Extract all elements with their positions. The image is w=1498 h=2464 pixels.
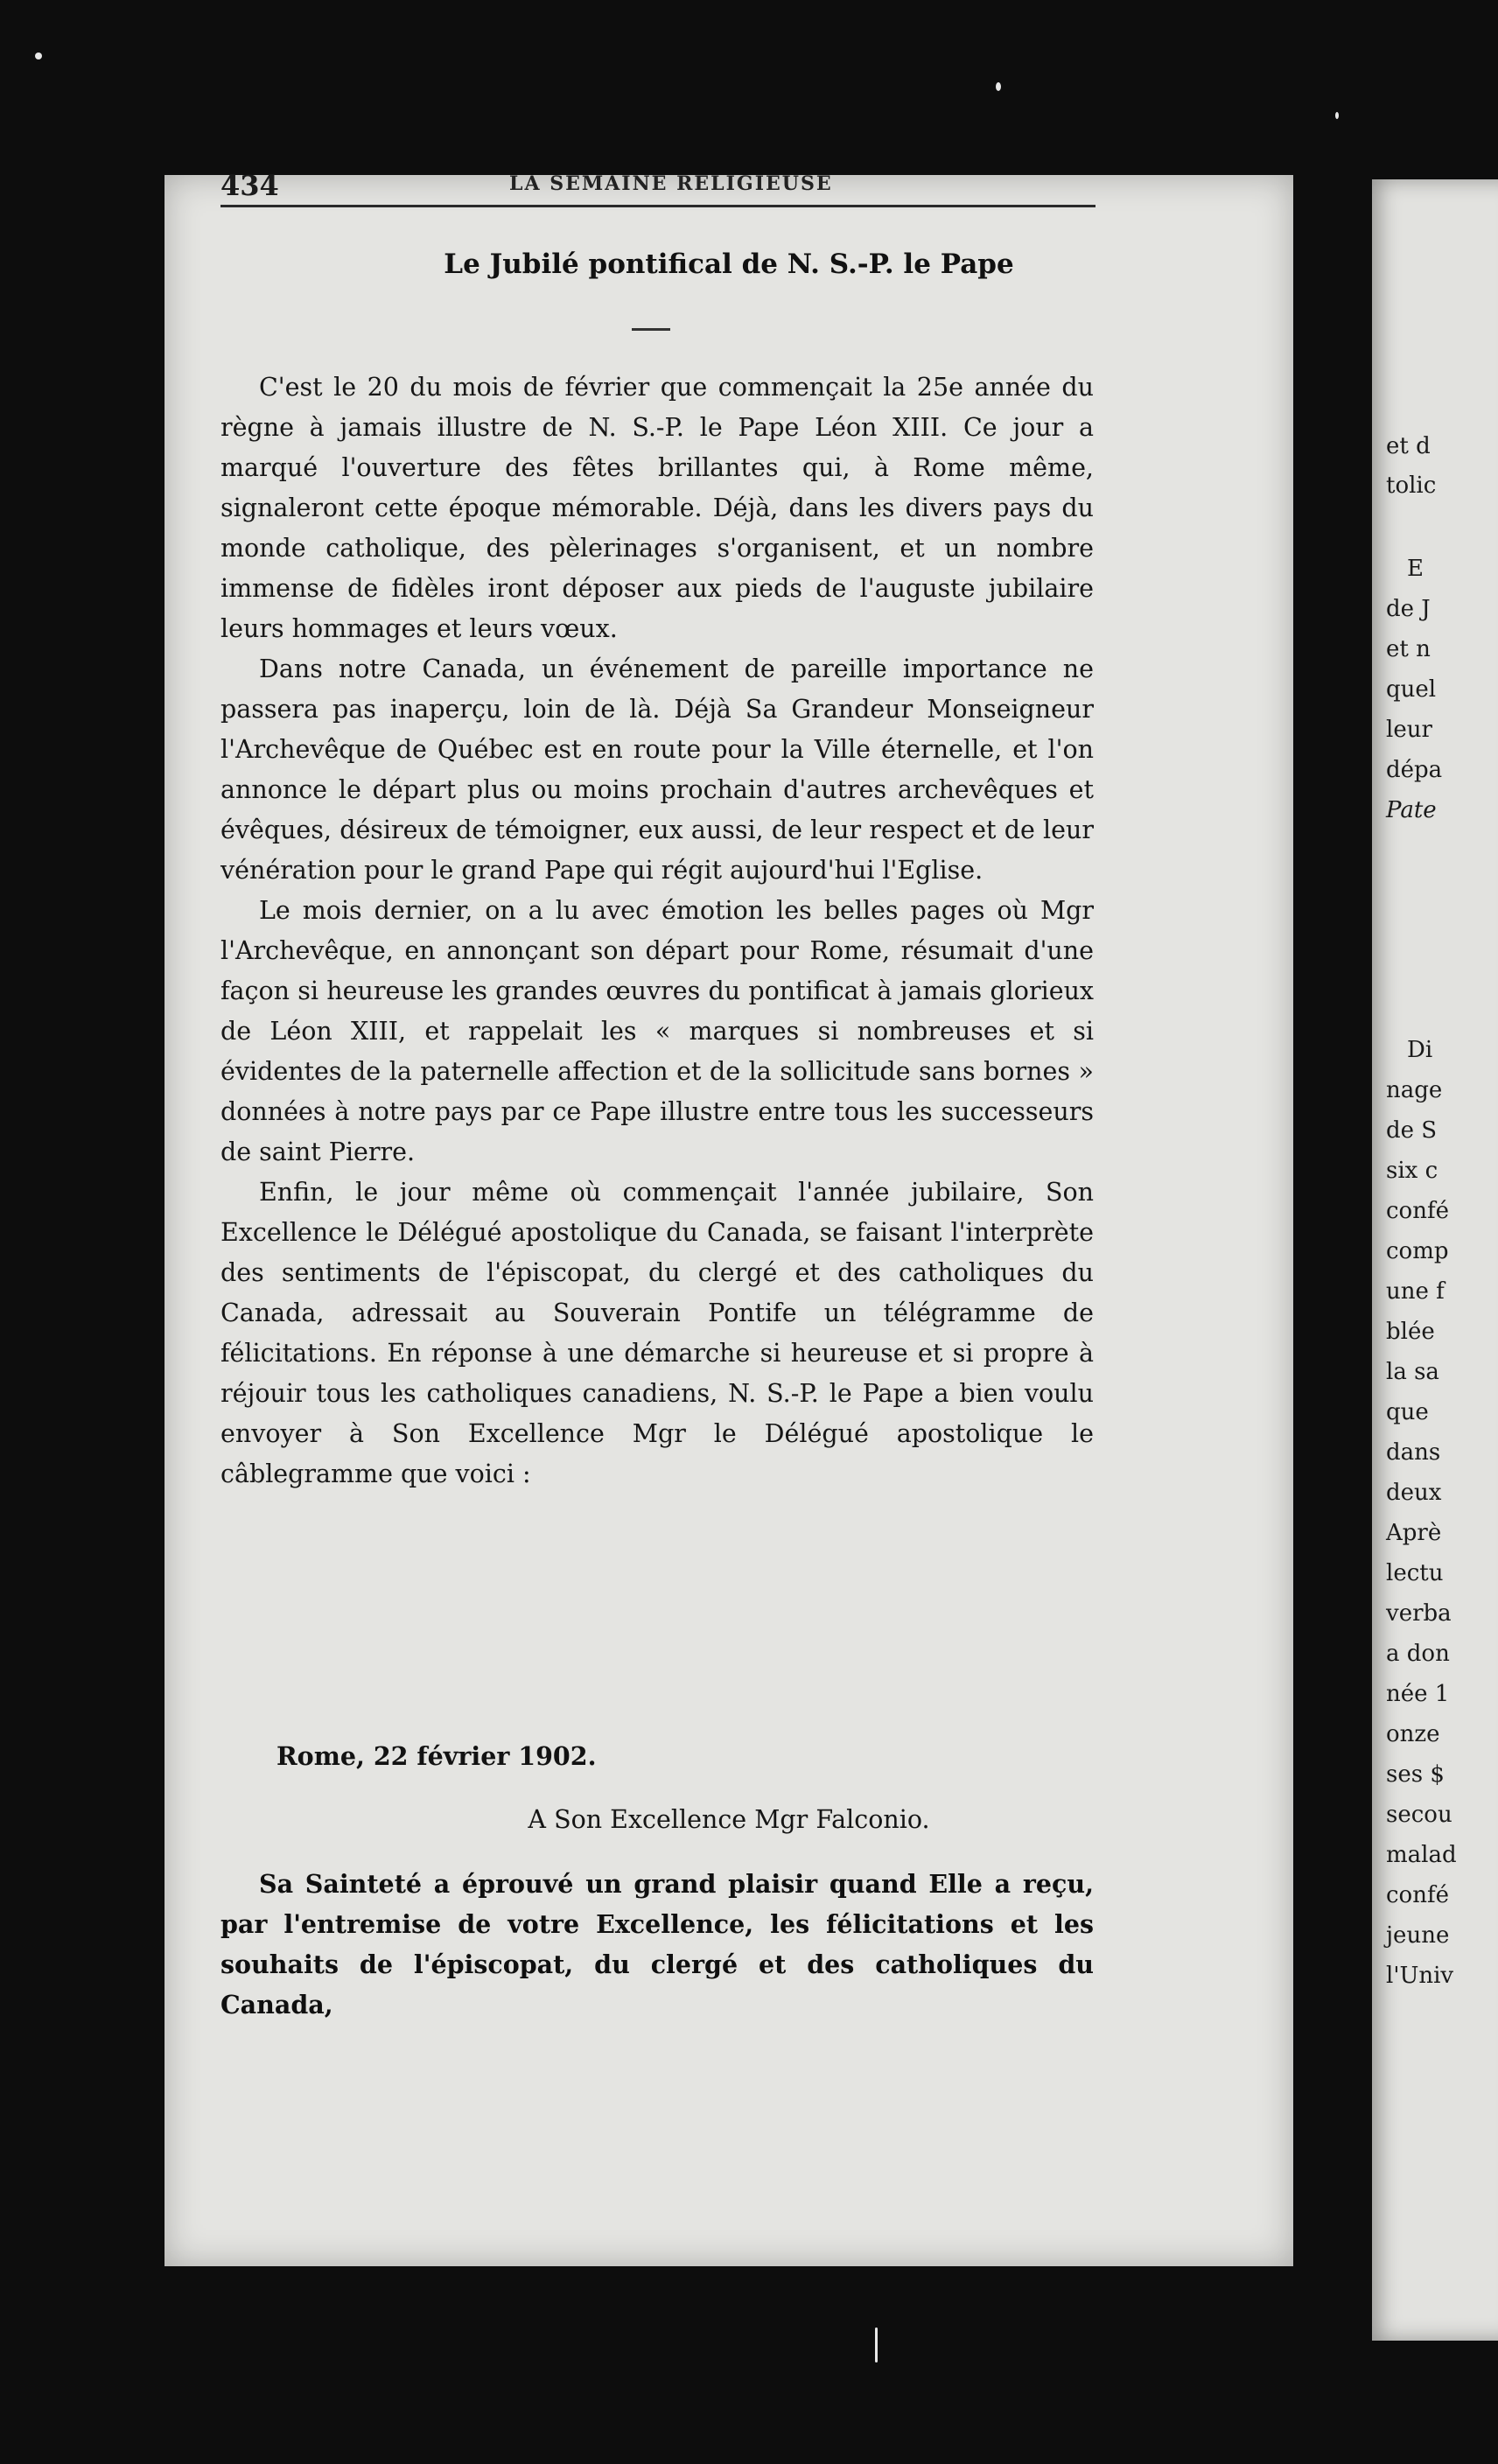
article-body: [220, 368, 1094, 1494]
article-title: Le Jubilé pontifical de N. S.-P. le Pape: [444, 248, 1014, 280]
facing-fragment: blée: [1386, 1319, 1435, 1345]
scan-speck: [1335, 112, 1339, 119]
facing-fragment: verba: [1386, 1600, 1452, 1627]
facing-fragment: six c: [1386, 1158, 1438, 1184]
facing-fragment: Aprè: [1386, 1520, 1442, 1546]
scan-speck: [996, 82, 1001, 91]
paragraph: Le mois dernier, on a lu avec émotion les belles pages où Mgr l'Archevêque, en annonçant son départ pour Rome, résumait d'une façon si heureuse les grandes œuvres du pontificat à jamais glorieux de Léon XIII, et rappelait les « marques si nombreuses et si évidentes de la paternelle affection et de la sollicitude sans bornes » données à notre pays par ce Pape illustre entre tous les successeurs de saint Pierre.: [220, 896, 1094, 1166]
facing-fragment: confé: [1386, 1882, 1449, 1908]
telegram-paragraph: Sa Sainteté a éprouvé un grand plaisir quand Elle a reçu, par l'entremise de votre Excellence, les félicitations et les souhaits de l'épiscopat, du clergé et des catholiques du Canada,: [220, 1869, 1094, 2020]
title-separator: [632, 328, 670, 331]
facing-fragment: onze: [1386, 1721, 1440, 1747]
scan-speck: [35, 52, 42, 60]
header-rule: [220, 205, 1096, 207]
facing-fragment: E: [1407, 556, 1424, 582]
facing-fragment: a don: [1386, 1641, 1450, 1667]
facing-fragment: née 1: [1386, 1681, 1450, 1707]
facing-page-strip: [1372, 179, 1498, 2341]
page-number: 434: [220, 169, 279, 202]
facing-fragment: secou: [1386, 1802, 1452, 1828]
facing-fragment: quel: [1386, 676, 1437, 703]
telegram-dateline: Rome, 22 février 1902.: [276, 1741, 597, 1771]
telegram-text: [220, 1864, 1094, 2025]
running-head-title: LA SEMAINE RELIGIEUSE: [509, 172, 833, 195]
facing-fragment: deux: [1386, 1480, 1442, 1506]
scan-speck: [875, 2328, 878, 2362]
facing-fragment: confé: [1386, 1198, 1449, 1224]
facing-fragment: dépa: [1386, 757, 1443, 783]
paragraph: Dans notre Canada, un événement de pareille importance ne passera pas inaperçu, loin de là. Déjà Sa Grandeur Monseigneur l'Archevêque de Québec est en route pour la Ville éternelle, et l'on annonce le départ plus ou moins prochain d'autres archevêques et évêques, désireux de témoigner, eux aussi, de leur respect et de leur vénération pour le grand Pape qui régit aujourd'hui l'Eglise.: [220, 654, 1094, 885]
facing-fragment: et n: [1386, 636, 1431, 662]
paragraph: C'est le 20 du mois de février que commençait la 25e année du règne à jamais illustre de N. S.-P. le Pape Léon XIII. Ce jour a marqué l'ouverture des fêtes brillantes qui, à Rome même, signaleront cette époque mémorable. Déjà, dans les divers pays du monde catholique, des pèlerinages s'organisent, et un nombre immense de fidèles iront déposer aux pieds de l'auguste jubilaire leurs hommages et leurs vœux.: [220, 373, 1094, 643]
facing-fragment: tolic: [1386, 472, 1437, 499]
facing-fragment: de J: [1386, 596, 1431, 622]
facing-fragment: l'Univ: [1386, 1963, 1454, 1989]
facing-fragment: comp: [1386, 1238, 1449, 1264]
facing-fragment: et d: [1386, 433, 1431, 459]
facing-fragment: une f: [1386, 1278, 1445, 1305]
facing-fragment: malad: [1386, 1842, 1457, 1868]
facing-fragment: Pate: [1386, 797, 1437, 823]
facing-fragment: leur: [1386, 717, 1432, 743]
facing-fragment: Di: [1407, 1037, 1433, 1063]
running-header: [220, 169, 1096, 221]
facing-fragment: dans: [1386, 1439, 1441, 1466]
facing-fragment: ses $: [1386, 1761, 1445, 1788]
facing-fragment: nage: [1386, 1077, 1443, 1103]
facing-fragment: jeune: [1386, 1922, 1450, 1949]
paragraph: Enfin, le jour même où commençait l'année jubilaire, Son Excellence le Délégué apostolique du Canada, se faisant l'interprète des sentiments de l'épiscopat, du clergé et des catholiques du Canada, adressait au Souverain Pontife un télégramme de félicitations. En réponse à une démarche si heureuse et si propre à réjouir tous les catholiques canadiens, N. S.-P. le Pape a bien voulu envoyer à Son Excellence Mgr le Délégué apostolique le câblegramme que voici :: [220, 1178, 1094, 1488]
facing-fragment: la sa: [1386, 1359, 1439, 1385]
facing-fragment: que: [1386, 1399, 1429, 1425]
telegram-addressee: A Son Excellence Mgr Falconio.: [528, 1805, 930, 1834]
facing-fragment: de S: [1386, 1117, 1438, 1144]
facing-fragment: lectu: [1386, 1560, 1444, 1586]
